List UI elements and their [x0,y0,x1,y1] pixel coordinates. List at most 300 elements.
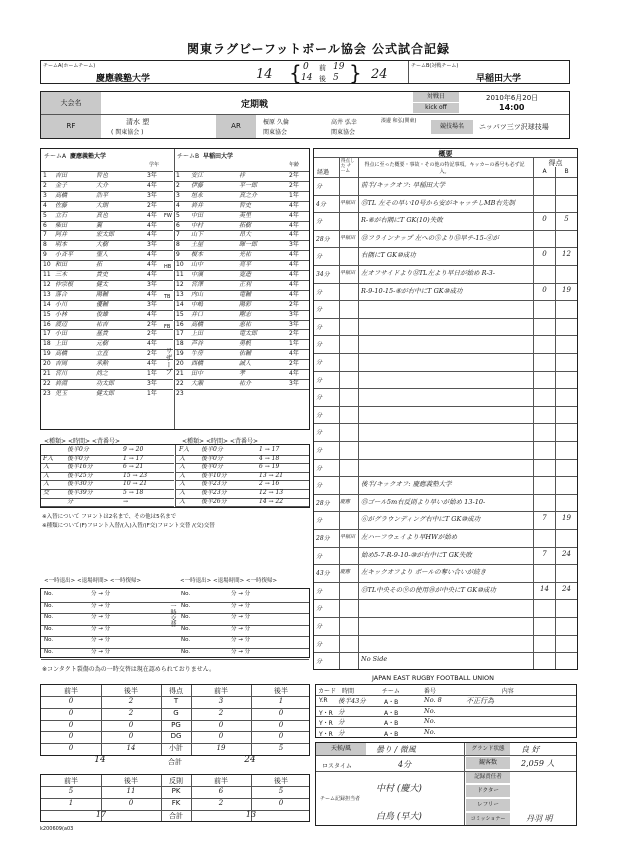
subs-a-time: 分 [67,497,74,505]
temp-b-no: No. [181,637,191,643]
roster-b-given: 暉一郎 [239,241,258,249]
team-a-name: 慶應義塾大学 [96,74,151,84]
card-desc-label: 内容 [501,688,514,695]
pos-reserve: リザーブ [165,347,173,375]
card-line [316,716,576,717]
taikai-name: 定期戦 [241,100,269,110]
roster-a-number: 8 [43,241,47,249]
kankyaku-value: 2,059 人 [521,759,555,768]
roster-a-surname: 宮川 [55,370,68,377]
roster-a-surname: 児玉 [55,389,68,397]
log-time: 分 [316,623,323,630]
subs-a-type: 入 [43,471,50,479]
temp-a-no: No. [44,648,54,655]
union-name: JAPAN EAST RUGBY FOOTBALL UNION [372,674,494,682]
log-line [314,635,577,636]
roster-a-number: 2 [43,181,47,189]
roster-b-year: 2年 [289,360,299,368]
subs-note2: ※種類について(F)フロント入替/(入)入替/(F交)フロント交替 /(交)交替 [42,523,215,529]
roster-b-year: 4年 [289,290,299,298]
doctor-label: ドクター [466,785,510,797]
roster-a-given: 基貴 [96,330,109,338]
temp-a-time: 分 → 分 [91,591,111,597]
log-line [314,547,577,548]
log-time: 分 [316,341,323,349]
temp-b-no: No. [181,648,191,655]
roster-b-surname: 上田 [191,330,204,338]
roster-b-line [175,389,309,390]
card-no-label: 番号 [423,688,436,695]
roster-b-year: 4年 [289,370,299,377]
log-time: 28分 [316,235,330,243]
roster-a-given: 優輔 [96,300,109,308]
roster-b-number: 17 [176,330,184,338]
roster-b-number: 5 [176,211,180,219]
roster-b-year: 3年 [289,379,299,387]
roster-b-number: 6 [176,221,180,229]
goukei-b: 24 [244,755,256,765]
roster-a-number: 14 [43,300,51,308]
cards-table [315,684,577,738]
age-header-b: 年齢 [289,162,300,168]
penalty-table [40,774,310,822]
subs-a-time: 後半0分 [67,446,89,453]
roster-b-number: 9 [176,251,180,259]
subs-b-line [176,455,309,456]
temp-note: ※コンタクト裂傷の為の一時交替は現在認められておりません。 [42,666,216,673]
temp-a-no: No. [44,625,54,632]
log-score-a: 7 [542,514,547,523]
log-score-b: 19 [562,285,571,294]
roster-a-number: 22 [43,379,51,387]
subs-b-line [176,506,309,507]
log-time: 分 [316,517,323,525]
roster-b-name: 早稲田大学 [202,153,233,160]
kickoff-label: kick off [413,103,459,113]
roster-b-surname: 高橋 [191,320,204,328]
roster-b-given: 祐介 [239,379,252,387]
card-team-label: チーム [381,688,400,695]
temp-b-no: No. [181,625,191,632]
score-a-total: 14 [256,67,273,82]
roster-b-number: 19 [176,350,184,358]
ar1-name: 榎原 久倫 [263,119,289,126]
roster-b-year: 4年 [289,211,299,219]
subs-a-time: 後半25分 [67,471,93,479]
card-team: A・B [384,730,399,738]
roster-a-year: 4年 [147,310,157,318]
card-type: Y・R [319,709,333,717]
sc-value: 3 [218,697,224,705]
roster-b-number: 14 [176,300,184,308]
log-score-a: 14 [540,584,549,593]
subs-a-line [41,455,174,456]
subs-a-numbers: 15 → 23 [123,471,148,479]
log-desc: 前半/キックオフ: 早稲田大学 [361,181,446,189]
roster-a-year: 3年 [147,191,157,199]
roster-b-given: 竜輔 [239,290,252,298]
temp-a-time: 分 → 分 [91,614,111,620]
roster-a-year: 4年 [147,261,157,269]
half1-label: 前 [319,64,326,72]
roster-a-year: 1年 [147,389,157,397]
ar-label: AR [216,115,256,138]
subs-a-numbers: → [123,497,129,505]
subs-a-time: 後半30分 [67,480,93,488]
rf-name: 清水 塑 [126,118,150,126]
log-time: 分 [316,306,323,314]
log-score-a: 0 [542,215,547,224]
roster-b-year: 4年 [289,231,299,239]
roster-a-number: 1 [43,172,47,179]
roster-a-number: 23 [43,389,51,397]
card-time: 分 [338,707,345,716]
log-line [314,599,577,600]
roster-b-given: 祥 [239,172,246,179]
roster-a-given: 宏太郎 [96,231,115,239]
roster-b-surname: 宮澤 [191,280,204,288]
roster-a-number: 9 [43,251,47,259]
pen-kohan-b: 後半 [274,777,288,785]
pen-goukei-b: 13 [245,810,257,819]
roster-b-number: 18 [176,340,184,348]
temp-b-time: 分 → 分 [231,625,251,632]
subs-a-numbers: 1 → 17 [123,454,144,462]
roster-a-given: 浩平 [96,191,109,199]
temp-header-a: <一時退出> <退場時間> <一時復帰> [44,578,142,584]
roster-a-year: 2年 [147,320,157,328]
log-time: 分 [316,394,323,402]
log-team: 早稲田 [340,270,356,276]
log-line [314,652,577,653]
sc-value: 5 [278,744,284,753]
sc-vline [251,685,252,755]
log-desc: ⑮TL 左その早い10号から安がキャッチしMB右先制 [361,198,515,207]
sc-value: 0 [68,732,74,741]
roster-a-given: 健太郎 [96,389,115,397]
roster-a-surname: 柴田 [55,221,68,229]
pen-hansoku: 反則 [169,777,183,785]
log-time: 28分 [316,535,330,542]
temp-b-time: 分 → 分 [231,602,251,609]
commissioner-label: コミッショナー [466,813,510,825]
roster-b-year: 3年 [289,241,299,249]
card-label: カード [318,688,337,695]
log-keika-label: 経過 [317,169,330,176]
roster-a-number: 16 [43,320,51,328]
subs-b-type: 入 [179,454,186,462]
roster-a-number: 12 [43,280,51,288]
log-desc: ⑫フラインナップ 左への⑤より⑮早チ-15-④が [361,233,499,242]
roster-a-number: 10 [43,261,51,269]
roster-b-surname: 岩井 [191,201,204,209]
subs-b-type: 入 [179,489,186,496]
roster-b-year: 4年 [289,350,299,358]
log-desc: 右隅にT GK⑩成功 [361,251,416,260]
subs-a-line [41,489,174,490]
log-col-a: A [542,168,547,175]
roster-b-number: 20 [176,360,184,368]
roster-b-given: 昂大 [239,231,252,239]
commissioner-value: 丹羽 明 [526,814,553,823]
pos-tb: TB [164,294,171,300]
rf-assoc: ( 関東協会 ) [111,129,144,136]
subs-a-numbers: 9 → 20 [123,446,144,453]
log-time: 分 [316,552,323,560]
roster-b-surname: 榎本 [191,251,204,259]
roster-b-number: 3 [176,191,180,199]
log-line [314,230,577,231]
log-line [314,511,577,512]
log-score-a: 0 [542,285,547,294]
roster-b-year: 3年 [289,310,299,318]
roster-a-surname: 落合 [55,290,68,298]
roster-a-surname: 小川 [55,300,68,308]
subs-a-type: F入 [43,454,54,462]
card-type: Y.R [319,697,328,704]
roster-b-number: 12 [176,280,184,288]
subs-header-b: <種類> <時間> <背番号> [182,438,258,445]
roster-b-given: 寛造 [239,271,252,278]
roster-a-year: 1年 [147,370,157,377]
roster-b-year: 2年 [289,300,299,308]
subs-b-time: 後半26分 [201,497,227,505]
subs-a-numbers: 6 → 21 [123,463,144,471]
pos-fb: FB [164,324,171,330]
subs-b-numbers: 1 → 17 [259,446,280,453]
page-title: 関東ラグビーフットボール協会 公式試合記録 [186,42,451,56]
team-a-label: チームA(ホームチーム) [43,63,96,69]
roster-b-year: 4年 [289,251,299,259]
sc-value: 0 [218,720,224,729]
subs-header-a: <種類> <時間> <背番号> [44,438,120,445]
card-header [318,686,514,695]
roster-b-year: 4年 [289,271,299,278]
roster-b-year: 3年 [289,320,299,328]
roster-a-surname: 岩淵 [55,379,68,387]
subs-note1: ※入替について フロントは2名まで、その他は5名まで [42,514,177,520]
roster-b-given: 亮平 [239,261,252,269]
roster-a-given: 功太郎 [96,379,115,387]
log-time: 分 [316,447,323,454]
log-line [314,371,577,372]
log-desc: ⑮ゴール5m右反則より早いが始め 13-10- [361,497,486,506]
roster-b-number: 8 [176,241,180,249]
card-time: 分 [338,718,345,726]
score-bracket: { [289,61,302,85]
card-line [316,706,576,707]
temp-b-no: No. [181,591,191,597]
roster-a-number: 6 [43,221,47,229]
rf-label: RF [41,115,101,138]
log-line [314,388,577,389]
score-b-total: 24 [371,67,388,82]
kiroku-label: 記録責任者 [466,771,510,783]
log-score-a: 0 [542,250,547,259]
log-line [314,318,577,319]
log-time: 分 [316,411,323,419]
card-number: No. [424,717,436,725]
log-time: 分 [316,658,323,666]
pos-fw: FW [164,213,172,219]
temp-b-no: No. [181,602,191,609]
subs-a-type: 入 [43,480,50,488]
sc-value: 2 [128,697,134,705]
half1-a: 0 [303,62,309,72]
subs-a-line [41,480,174,481]
pen-vline [191,775,192,821]
temp-ichiji-label: 一時交替 [169,603,176,627]
roster-a-number: 7 [43,231,47,239]
extra-official: 湊邊 和弘(関東) [381,118,417,124]
roster-b-year: 4年 [289,261,299,269]
roster-b-year: 2年 [289,181,299,189]
subs-b-numbers: 14 → 22 [259,497,284,505]
card-team: A・B [384,709,399,717]
log-line [314,529,577,530]
temp-a-time: 分 → 分 [91,602,111,609]
log-time: 分 [316,253,323,261]
pen-value: 5 [278,787,284,795]
temp-a-no: No. [44,591,54,597]
roster-b-given: 英里 [239,211,252,219]
roster-b-given: 恵祐 [239,320,252,328]
subs-a-time: 後半16分 [67,463,93,471]
roster-a-surname: 小斉平 [55,251,74,259]
subs-b-line [176,472,309,473]
roster-a-given: 哲也 [96,172,109,179]
roster-a-number: 21 [43,370,51,377]
tenko-value: 曇り / 微風 [376,745,416,754]
log-desc: 始め5-7-R-9-10-⑩が右中にT GK失敗 [361,550,472,559]
roster-b-surname: 安江 [191,172,204,179]
half2-a: 14 [301,73,313,83]
log-score-b: 24 [562,584,571,593]
roster-b-given: 正利 [239,280,252,288]
taikai-label: 大会名 [41,92,101,114]
roster-a-number: 18 [43,340,51,348]
card-type: Y・R [319,720,333,727]
half2-label: 後 [319,75,326,83]
log-time: 分 [316,429,323,437]
roster-a-surname: 阿井 [55,231,68,239]
card-line [316,727,576,728]
log-score-a: 7 [542,549,547,558]
log-desc: 左ハーフウェイより早HWが始め [361,533,458,541]
roster-b-given: 真之介 [239,191,258,199]
log-line [314,353,577,354]
sc-value: 2 [218,708,224,717]
sc-vline [161,685,162,755]
sc-value: 0 [128,732,134,741]
subs-a-type: 交 [43,489,50,496]
temp-line [41,648,309,649]
sc-zenhan-b: 前半 [214,687,228,695]
log-v4 [555,167,556,669]
roster-b-given: 光祐 [239,251,252,259]
log-team: 早稲田 [340,534,356,540]
subs-b-type: 入 [179,471,186,479]
footer-h2 [316,771,576,772]
roster-b-given: 剛志 [239,310,252,318]
log-score-label: 得点 [548,159,563,167]
temp-b-time: 分 → 分 [231,648,251,655]
roster-a-year: 2年 [147,350,157,358]
venue-label: 競技場名 [431,120,473,134]
half1-b: 19 [333,62,345,72]
loss-value: 4分 [398,760,412,769]
roster-a-given: 貴史 [96,271,109,278]
roster-b-year: 4年 [289,221,299,229]
subs-b-numbers: 2 → 16 [259,480,280,488]
log-desc: 左キックオフより ボールの奪い合いが続き [361,568,487,577]
venue-name: ニッパツ三ツ沢球技場 [479,123,549,131]
roster-b-year: 1年 [289,340,299,348]
subs-a-time: 後半0分 [67,454,89,462]
roster-a-number: 4 [43,201,47,209]
sc-vline [191,685,192,755]
roster-a-year: 3年 [147,300,157,308]
sc-value: 0 [278,732,284,741]
roster-a-year: 4年 [147,181,157,189]
log-h0 [314,157,577,158]
temp-b-no: No. [181,614,191,620]
roster-b-surname: 大瀬 [191,379,204,387]
roster-b-number: 2 [176,181,180,189]
roster-a-given: 真也 [96,211,109,219]
roster-a-surname: 金子 [55,181,68,189]
roster-a-number: 19 [43,350,51,358]
log-time: 分 [316,359,323,366]
log-line [314,441,577,442]
card-type: Y・R [319,730,333,738]
roster-b-year: 1年 [289,191,299,199]
roster-a-given: 聖人 [96,251,109,259]
roster-b-number: 21 [176,370,184,377]
pen-zenhan-b: 前半 [214,777,228,785]
half2-b: 5 [333,73,339,83]
roster-a-number: 17 [43,330,51,338]
roster-b-surname: 中村 [191,221,204,229]
log-time: 分 [316,323,323,331]
log-score-b: 24 [562,549,571,558]
log-v2 [358,157,359,669]
footer-v1 [464,743,465,825]
card-time: 後半43分 [338,697,366,705]
log-desc: ⑥がグラウンディング右中にT GK⑩成功 [361,515,481,524]
roster-a-number: 3 [43,191,47,199]
kankyaku-label: 観客数 [466,757,510,769]
roster-b-given: 陽彩 [239,300,252,308]
roster-b-given: 孝 [239,370,246,377]
roster-a-year: 4年 [147,290,157,298]
roster-a-year: 4年 [147,271,157,278]
sc-kohan-b: 後半 [274,687,288,695]
roster-a-surname: 仲宗根 [55,280,74,288]
roster-a-surname: 三木 [55,271,68,278]
subs-divider [175,445,176,507]
log-line [314,195,577,196]
log-line [314,265,577,266]
roster-a-year: 3年 [147,172,157,179]
temp-b-time: 分 → 分 [231,637,251,643]
roster-a-name: 慶應義塾大学 [69,153,106,160]
subs-a-numbers: 5 → 18 [123,489,144,496]
subs-b-type: F入 [179,446,190,453]
sc-value: 19 [216,744,226,753]
roster-b-surname: 山下 [191,231,204,239]
kickoff-time: 14:00 [499,103,525,112]
